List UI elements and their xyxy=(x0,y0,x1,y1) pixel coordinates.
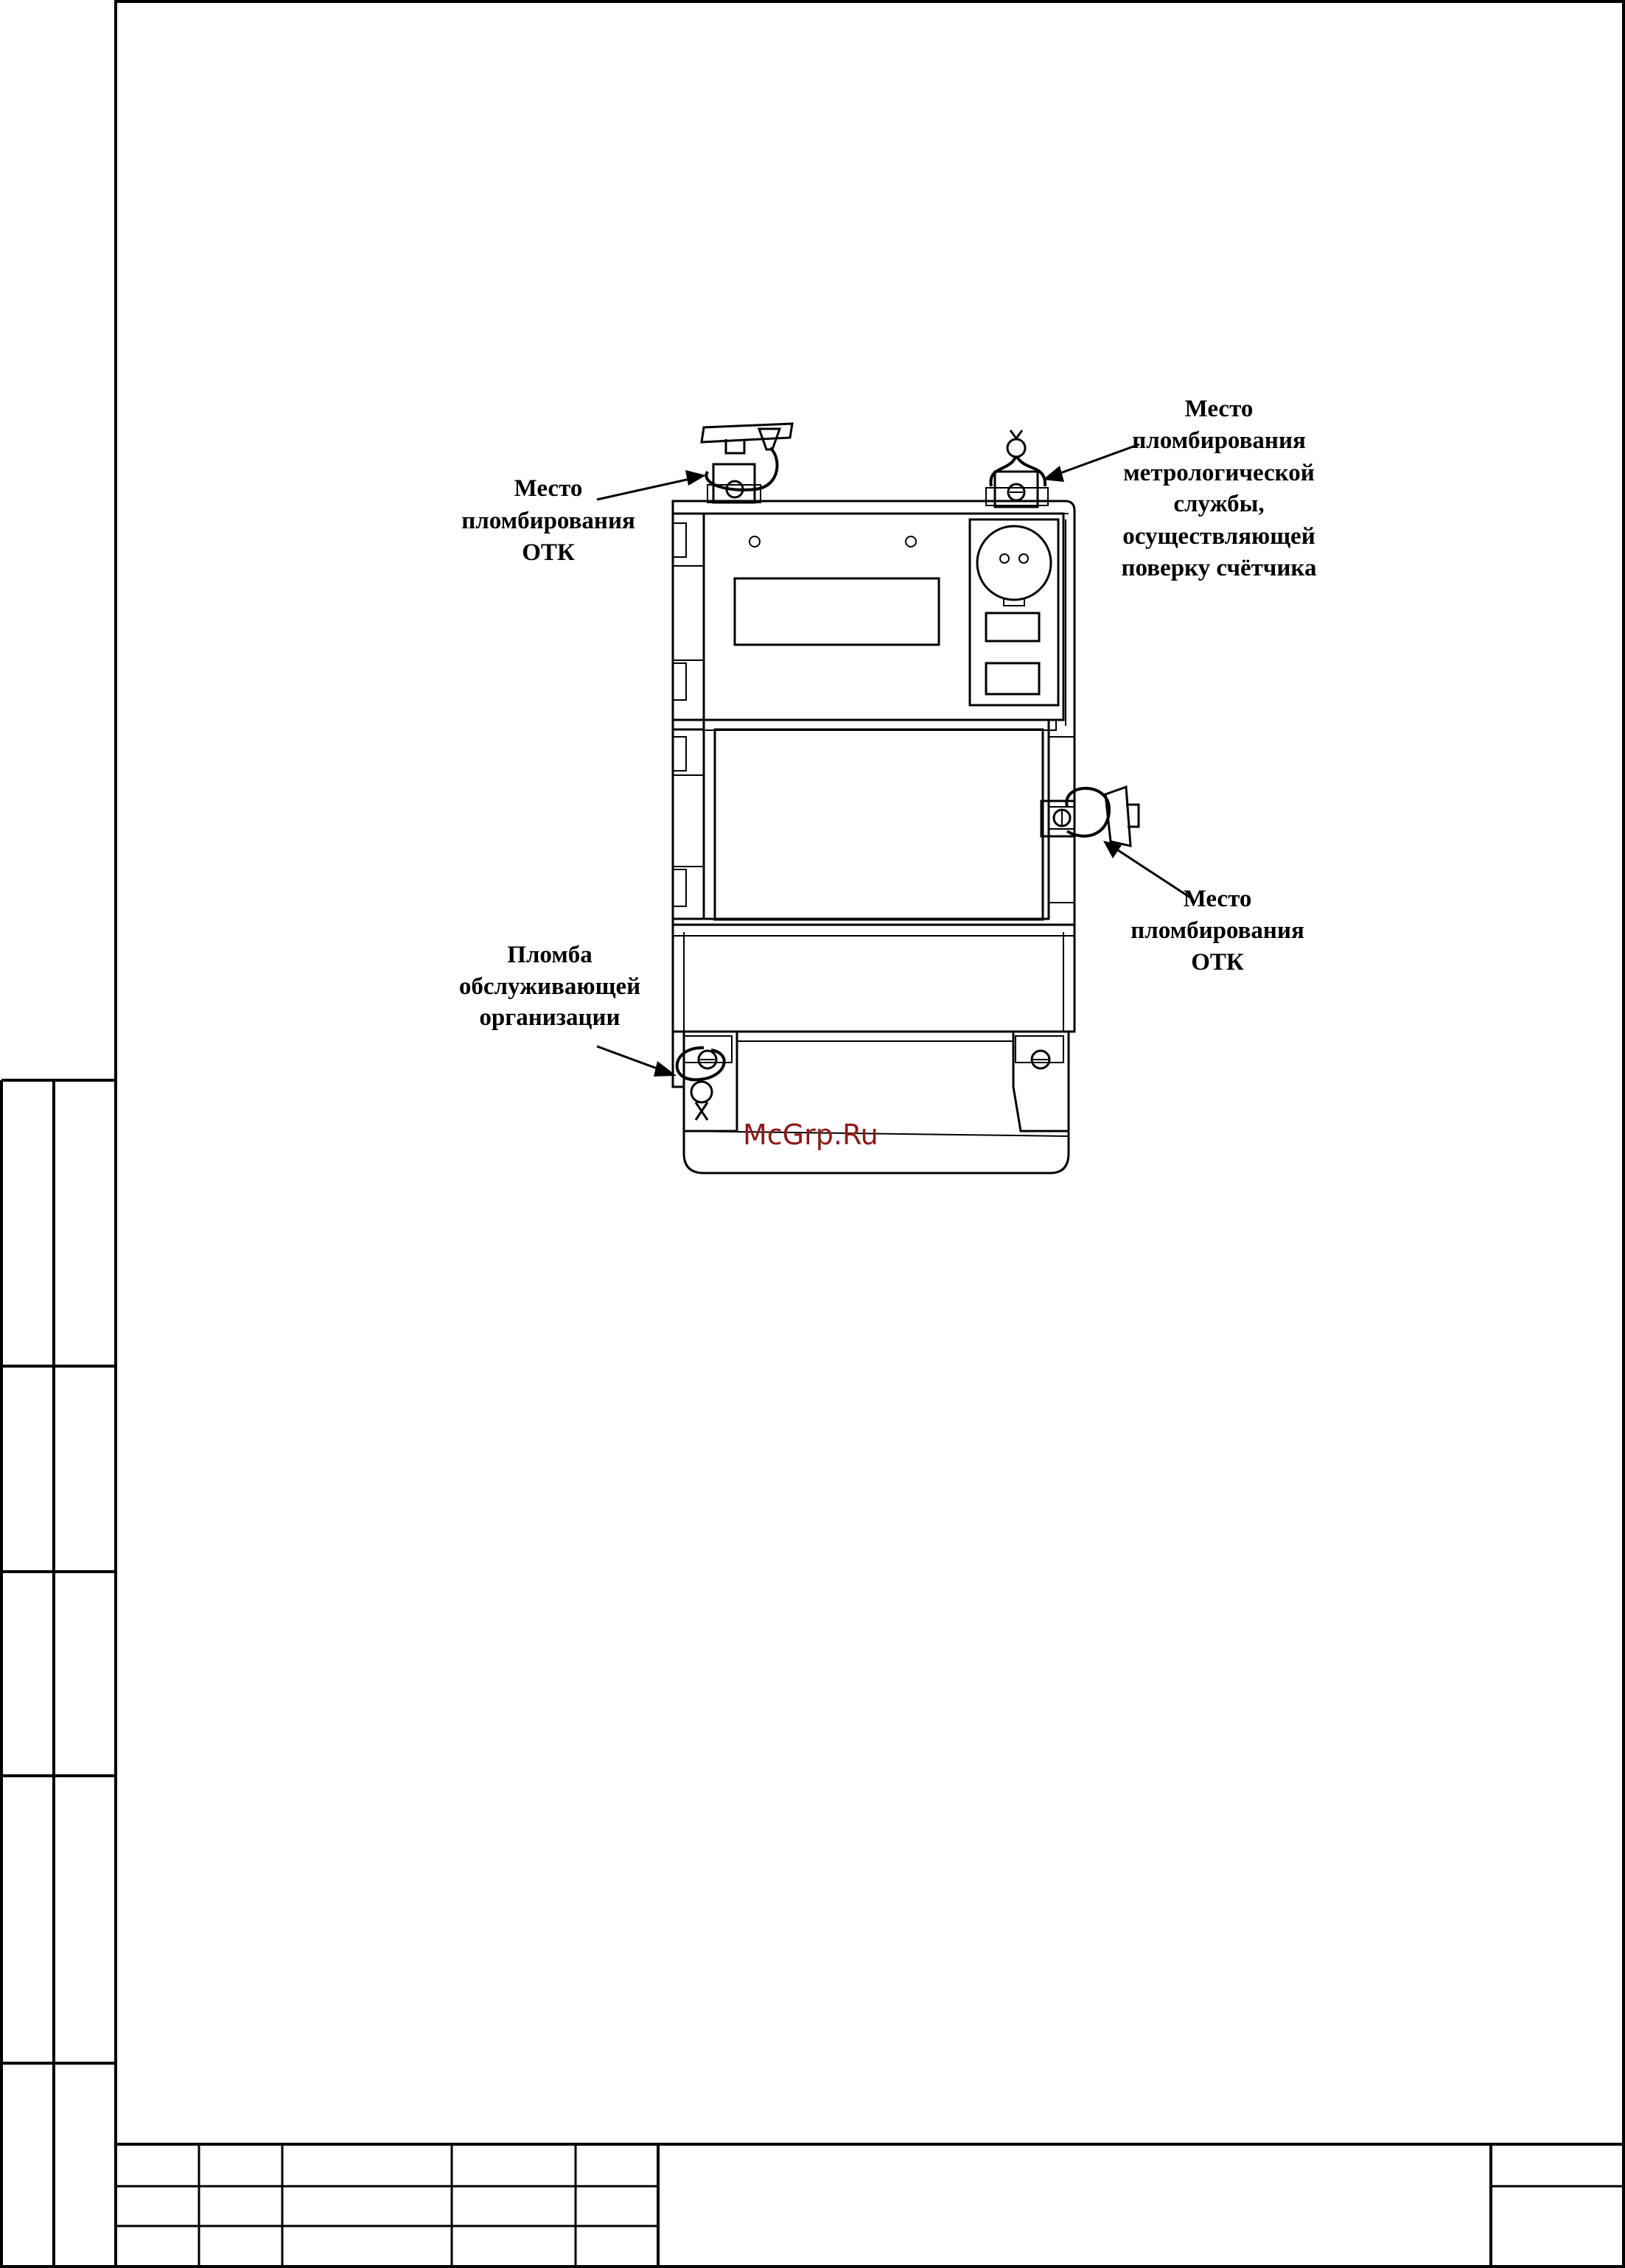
label-line: организации xyxy=(479,1004,621,1031)
label-line: обслуживающей xyxy=(458,973,641,1000)
label-line: Пломба xyxy=(507,942,593,968)
label-line: ОТК xyxy=(1191,949,1244,976)
label-seal-otk-top xyxy=(461,475,635,566)
seal-metrology xyxy=(986,430,1048,507)
label-line: пломбирования xyxy=(1130,917,1304,944)
label-line: поверку счётчика xyxy=(1121,555,1317,581)
label-seal-otk-right xyxy=(1130,886,1304,976)
seal-otk-top xyxy=(702,424,792,503)
label-seal-metrology xyxy=(1122,396,1317,581)
label-line: осуществляющей xyxy=(1122,523,1315,550)
label-line: ОТК xyxy=(522,539,575,566)
label-line: Место xyxy=(514,475,583,502)
label-line: Место xyxy=(1183,886,1252,912)
label-line: метрологической xyxy=(1123,460,1315,486)
watermark-text: McGrp.Ru xyxy=(743,1119,878,1151)
label-line: пломбирования xyxy=(1132,427,1306,454)
label-line: Место xyxy=(1184,396,1254,422)
label-line: пломбирования xyxy=(461,508,635,534)
title-block xyxy=(116,2144,1624,2268)
label-seal-service xyxy=(459,942,640,1031)
label-line: службы, xyxy=(1173,491,1265,517)
electricity-meter xyxy=(673,501,1074,1173)
left-margin-stamp xyxy=(1,1080,116,2268)
seal-otk-right xyxy=(1041,787,1139,846)
